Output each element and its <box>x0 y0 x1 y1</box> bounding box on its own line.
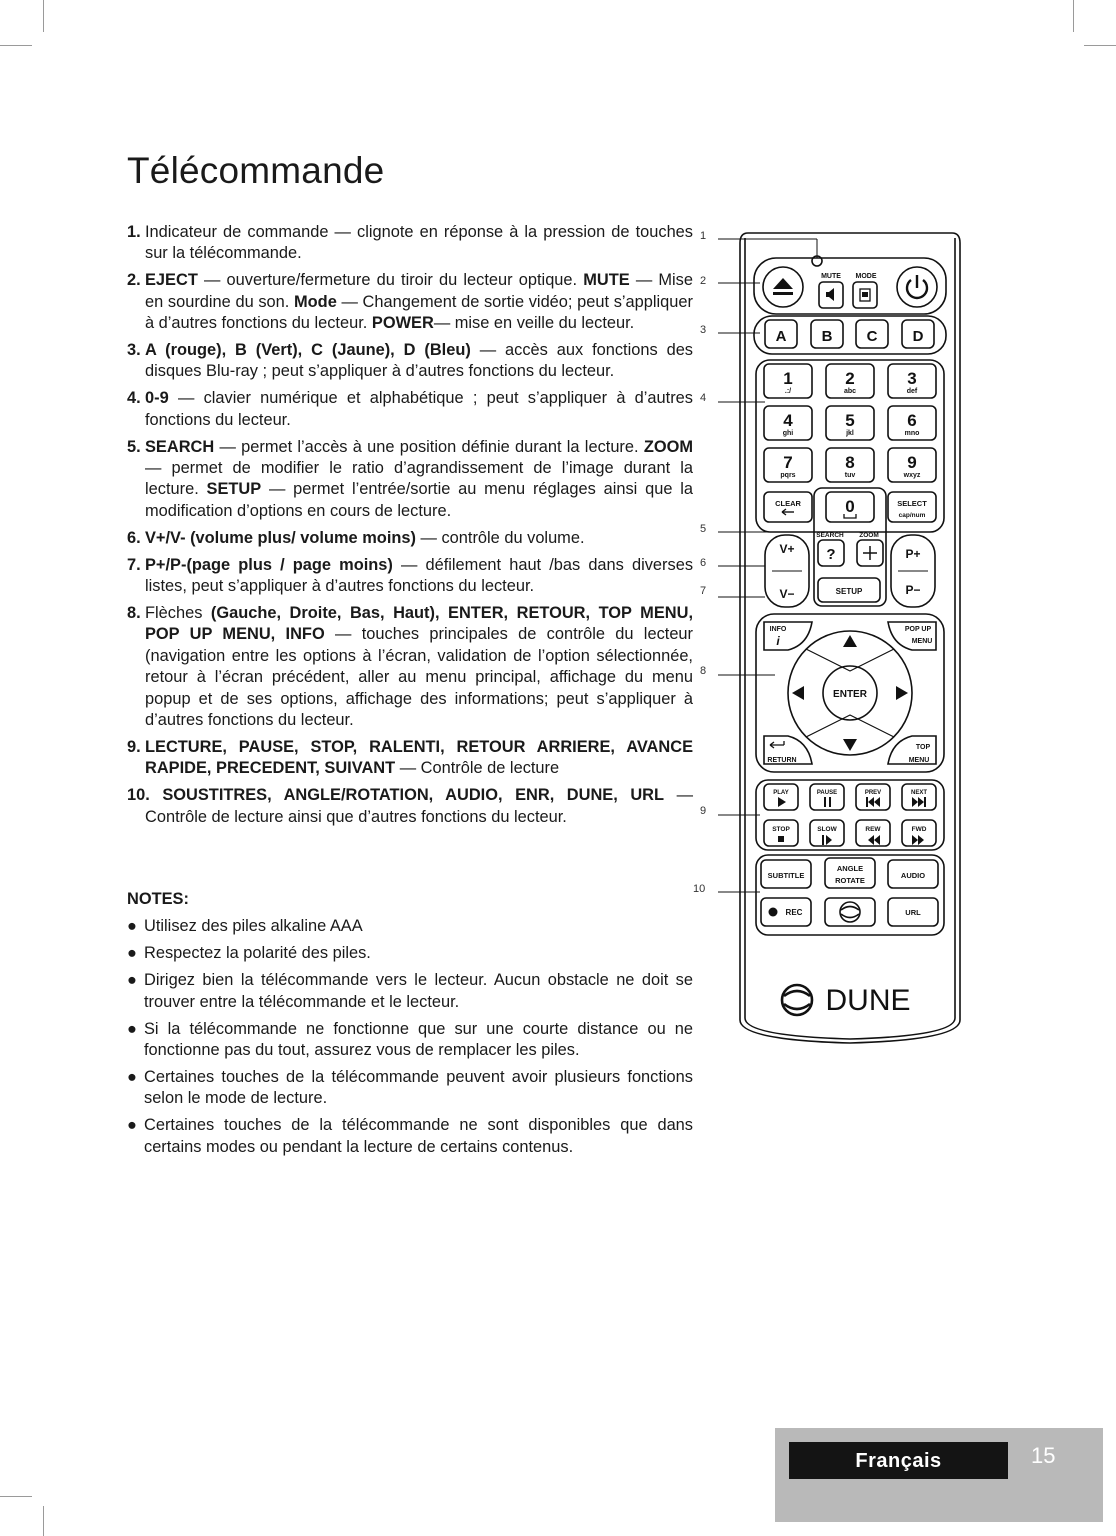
note-text: Respectez la polarité des piles. <box>144 944 371 963</box>
list-item <box>127 388 693 431</box>
dune-logo-icon <box>840 902 860 922</box>
digit-6: 6 <box>907 411 917 430</box>
fwd-label: FWD <box>911 826 927 833</box>
item-text: SEARCH — permet l’accès à une position définie durant la lecture. ZOOM — permet de modifier le ratio d’agrandissement de l’image durant la lecture. SETUP — permet l’entrée/sortie au menu réglages ainsi que la modification d’options en cours de lecture. <box>145 437 693 520</box>
rec-dot-icon <box>769 908 778 917</box>
callout-number: 4 <box>700 392 707 404</box>
vplus-label: V+ <box>779 542 795 556</box>
item-number: 5. <box>127 437 141 456</box>
stop-button <box>764 820 798 846</box>
next-icon <box>912 797 926 807</box>
digit-2: 2 <box>845 369 855 388</box>
pminus-label: P− <box>905 583 921 597</box>
enter-label: ENTER <box>833 689 867 700</box>
list-item <box>127 437 693 523</box>
bullet-icon: ● <box>127 1067 137 1086</box>
zoom-icon <box>863 546 877 560</box>
page-title: Télécommande <box>127 150 385 191</box>
digit-5: 5 <box>845 411 855 430</box>
item-text: V+/V- (volume plus/ volume moins) — contrôle du volume. <box>145 528 585 547</box>
callout-number: 8 <box>700 665 707 677</box>
up-arrow-icon <box>843 635 857 647</box>
note-item <box>127 1019 693 1062</box>
crop-mark <box>0 45 32 46</box>
eject-icon <box>773 278 793 289</box>
prev-label: PREV <box>864 790 882 796</box>
callout-number: 6 <box>700 557 707 569</box>
fwd-icon <box>912 835 924 845</box>
item-text: Indicateur de commande — clignote en réponse à la pression de touches sur la télécommande. <box>145 223 693 263</box>
callout-number: 10 <box>693 883 706 895</box>
note-item <box>127 943 693 964</box>
list-item <box>127 270 693 334</box>
callout-number: 5 <box>700 523 707 535</box>
note-text: Certaines touches de la télécommande peuvent avoir plusieurs fonctions selon le mode de lecture. <box>144 1067 693 1108</box>
top-label: TOP <box>915 744 931 751</box>
letters-8: tuv <box>844 472 856 479</box>
top-menu-label: MENU <box>908 757 930 764</box>
list-item <box>127 528 693 549</box>
letters-9: wxyz <box>903 472 921 479</box>
note-text: Utilisez des piles alkaline AAA <box>144 917 363 936</box>
a-label: A <box>775 328 787 345</box>
pause-label: PAUSE <box>816 790 838 796</box>
notes-list <box>127 916 693 1158</box>
vminus-label: V− <box>779 587 795 601</box>
rew-label: REW <box>865 826 881 833</box>
clear-label: CLEAR <box>775 499 801 508</box>
prev-icon <box>866 797 880 807</box>
slow-icon <box>822 835 832 845</box>
rec-label: REC <box>785 908 803 917</box>
popup-menu-label: MENU <box>911 638 933 645</box>
note-item <box>127 916 693 937</box>
digit-9: 9 <box>907 453 917 472</box>
callout-number: 3 <box>700 324 707 336</box>
brand-logo-text: DUNE <box>825 984 911 1017</box>
select-label: SELECT <box>897 499 927 508</box>
mute-label: MUTE <box>821 273 841 280</box>
down-arrow-icon <box>843 739 857 751</box>
item-list <box>127 222 693 834</box>
page-number: 15 <box>1031 1443 1056 1468</box>
letters-7: pqrs <box>780 472 796 479</box>
url-label: URL <box>905 908 921 917</box>
list-item <box>127 737 693 780</box>
bullet-icon: ● <box>127 1116 137 1135</box>
digit-7: 7 <box>783 453 793 472</box>
note-text: Si la télécommande ne fonctionne que sur une courte distance ou ne fonctionne pas du tout, assurez vous de remplacer les piles. <box>144 1019 693 1059</box>
list-item <box>127 340 693 383</box>
item-number: 9. <box>127 737 141 756</box>
play-label: PLAY <box>773 790 789 796</box>
item-number: 10. <box>127 786 150 805</box>
capnum-label: cap/num <box>898 512 926 519</box>
slow-label: SLOW <box>817 826 837 833</box>
mode-label: MODE <box>855 273 877 280</box>
subtitle-label: SUBTITLE <box>767 871 805 880</box>
bullet-icon: ● <box>127 917 137 936</box>
stop-icon <box>778 836 784 842</box>
notes-section <box>127 889 693 1163</box>
item-number: 8. <box>127 604 141 622</box>
item-number: 6. <box>127 528 141 547</box>
next-label: NEXT <box>910 790 928 796</box>
stop-label: STOP <box>772 826 790 833</box>
item-text: Flèches (Gauche, Droite, Bas, Haut), ENTER, RETOUR, TOP MENU, POP UP MENU, INFO — touches principales de contrôle du lecteur (navigation entre les options à l’écran, validation de l’option sélectionnée, retour à l’écran précédent, aller au menu principal, affichage du menu popup et de ses options, affichage des informations; peut s’appliquer à d’autres fonctions du lecteur. <box>145 604 694 730</box>
notes-title: NOTES: <box>127 890 189 908</box>
pause-icon <box>824 797 826 807</box>
callout-number: 2 <box>700 275 707 287</box>
remote-control-illustration <box>690 222 970 1062</box>
item-text: SOUSTITRES, ANGLE/ROTATION, AUDIO, ENR, DUNE, URL — Contrôle de lecture ainsi que d’autres fonctions du lecteur. <box>145 786 693 826</box>
list-item <box>127 603 693 731</box>
list-item <box>127 222 693 265</box>
popup-label: POP UP <box>904 626 932 633</box>
bullet-icon: ● <box>127 971 137 990</box>
letters-2: abc <box>843 388 857 395</box>
digit-1: 1 <box>783 369 793 388</box>
item-text: P+/P-(page plus / page moins) — défilement haut /bas dans diverses listes, peut s’appliquer à d’autres fonctions du lecteur. <box>145 555 694 596</box>
item-number: 3. <box>127 341 141 360</box>
return-label: RETURN <box>767 757 797 764</box>
b-label: B <box>821 328 833 345</box>
crop-mark <box>1073 0 1074 32</box>
item-text: 0-9 — clavier numérique et alphabétique ; peut s’appliquer à d’autres fonctions du lecteur. <box>145 389 693 429</box>
audio-label: AUDIO <box>900 871 926 880</box>
bullet-icon: ● <box>127 1019 137 1038</box>
play-icon <box>778 797 786 807</box>
zoom-label: ZOOM <box>859 532 879 539</box>
language-label: Français <box>789 1442 1008 1479</box>
letters-6: mno <box>904 430 920 437</box>
rew-icon <box>868 835 880 845</box>
list-item <box>127 555 693 598</box>
callout-number: 9 <box>700 805 707 817</box>
angle-label: ANGLE <box>836 864 864 873</box>
c-label: C <box>866 328 878 345</box>
item-number: 1. <box>127 223 141 241</box>
item-text: LECTURE, PAUSE, STOP, RALENTI, RETOUR ARRIERE, AVANCE RAPIDE, PRECEDENT, SUIVANT — Contrôle de lecture <box>145 737 693 778</box>
note-text: Certaines touches de la télécommande ne sont disponibles que dans certains modes ou pendant la lecture de certains contenus. <box>144 1116 693 1156</box>
right-arrow-icon <box>896 686 908 700</box>
setup-label: SETUP <box>835 587 863 596</box>
crop-mark <box>1084 45 1116 46</box>
crop-mark <box>0 1496 32 1497</box>
note-item <box>127 1115 693 1158</box>
note-item <box>127 970 693 1013</box>
digit-8: 8 <box>845 453 855 472</box>
return-arrow-icon <box>770 741 784 748</box>
letters-5: jkl <box>846 430 854 437</box>
digit-4: 4 <box>783 411 793 430</box>
info-label: INFO <box>769 626 787 633</box>
dune-brand-icon <box>782 985 812 1015</box>
info-i-label: i <box>776 634 780 648</box>
item-number: 4. <box>127 389 141 408</box>
digit-3: 3 <box>907 369 917 388</box>
letters-3: def <box>906 388 918 395</box>
note-text: Dirigez bien la télécommande vers le lecteur. Aucun obstacle ne doit se trouver entre la télécommande et le lecteur. <box>144 971 693 1011</box>
digit-0: 0 <box>845 497 855 516</box>
search-question-mark: ? <box>826 546 836 563</box>
callout-number: 7 <box>700 585 707 597</box>
play-button <box>764 784 798 810</box>
left-arrow-icon <box>792 686 804 700</box>
note-item <box>127 1067 693 1110</box>
letters-4: ghi <box>782 430 794 437</box>
callout-number: 1 <box>700 230 707 242</box>
pplus-label: P+ <box>905 547 921 561</box>
search-label: SEARCH <box>816 532 844 539</box>
pause-button <box>810 784 844 810</box>
item-number: 2. <box>127 271 141 290</box>
d-label: D <box>912 328 924 345</box>
item-number: 7. <box>127 555 141 574</box>
crop-mark <box>43 0 44 32</box>
crop-mark <box>43 1506 44 1536</box>
letters-1: .:/ <box>784 388 792 395</box>
list-item <box>127 785 693 828</box>
rotate-label: ROTATE <box>835 876 865 885</box>
bullet-icon: ● <box>127 944 137 963</box>
item-text: EJECT — ouverture/fermeture du tiroir du lecteur optique. MUTE — Mise en sourdine du son. Mode — Changement de sortie vidéo; peut s’appliquer à d’autres fonctions du lecteur. POWER— mise en veille du lecteur. <box>145 271 693 333</box>
item-text: A (rouge), B (Vert), C (Jaune), D (Bleu) — accès aux fonctions des disques Blu-ray ; peut s’appliquer à d’autres fonctions du lecteur. <box>145 341 694 381</box>
mute-icon <box>826 288 834 301</box>
